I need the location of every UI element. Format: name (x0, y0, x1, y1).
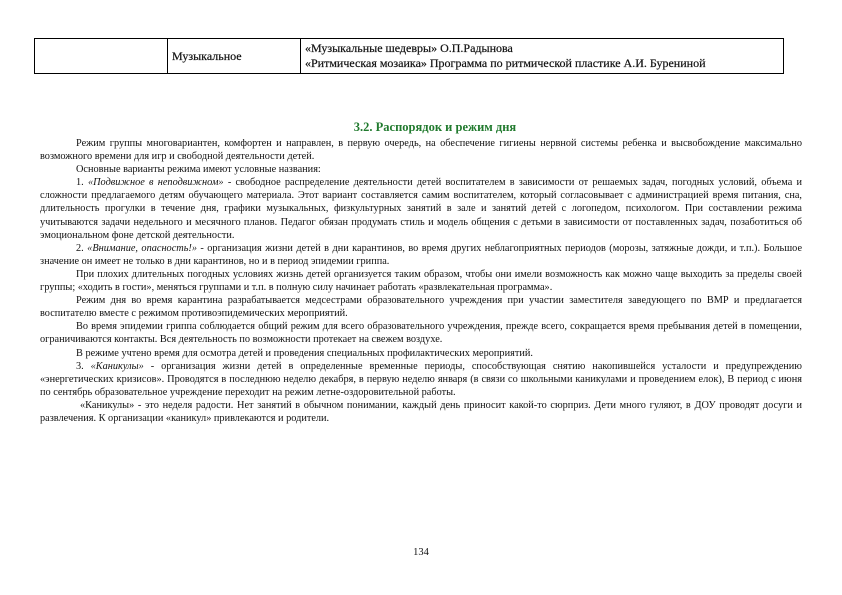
paragraph: Режим группы многовариантен, комфортен и направлен, в первую очередь, на обеспечение гигиены нервной системы ребенка и высвобождение максимально возможного времени для игр и свободной деятельности детей. (40, 138, 802, 163)
program-item: «Музыкальные шедевры» О.П.Радынова (305, 41, 513, 55)
list-number: 3. (76, 360, 91, 372)
section-title (0, 120, 842, 135)
section-title-text: 3.2. Распорядок и режим дня (353, 120, 517, 134)
table-cell-area (168, 39, 301, 74)
body-text (40, 137, 802, 425)
list-number: 2. (76, 242, 88, 254)
paragraph: При плохих длительных погодных условиях жизнь детей организуется таким образом, чтобы они имели возможность как можно чаще выходить за пределы своей группы; «ходить в гости», меняться группами и т.п. в полную силу начинает работать «развлекательная программа». (40, 268, 802, 294)
paragraph: «Каникулы» - это неделя радости. Нет занятий в обычном понимании, каждый день приносит какой-то сюрприз. Дети много гуляют, в ДОУ проводят досуги и развлечения. К организации «каникул» привлекаются и родители. (40, 399, 802, 424)
table-cell-programs (301, 39, 784, 74)
list-term: «Подвижное в неподвижном» (87, 177, 224, 189)
paragraph: В режиме учтено время для осмотра детей и проведения специальных профилактических мероприятий. (76, 347, 533, 359)
paragraph (40, 176, 802, 241)
table-cell-empty (35, 39, 168, 74)
list-text: - свободное распределение деятельности детей воспитателем в зависимости от решаемых задач, погодных условий, объема и сложности предлагаемого детям обучающего материала. Этот вариант составляется самим воспитателем, который согласовывает с администрацией время питания, сна, длительность прогулки в течение дня, графики музыкальных, физкультурных занятий в зале и занятий детей с логопедом, психологом. При составлении режима учитываются задачи недельного и месячного планов. Педагог обязан продумать стиль и модель общения с детьми в зависимости от поставленных задач, позаботиться об эмоциональном фоне детской деятельности. (40, 177, 803, 241)
program-table (34, 38, 784, 74)
paragraph (40, 360, 802, 399)
list-text: - организация жизни детей в дни карантинов, во время других неблагоприятных периодов (морозы, затяжные дожди, и т.п.). Большое значение он имеет не только в дни карантинов, но и в период эпидемии гриппа. (40, 242, 803, 267)
list-number: 1. (76, 177, 88, 189)
paragraph: Во время эпидемии гриппа соблюдается общий режим для всего образовательного учреждения, прежде всего, сокращается время пребывания детей в помещении, ограничиваются контакты. Вся деятельность по возможности протекает на свежем воздухе. (40, 321, 802, 346)
paragraph: Основные варианты режима имеют условные названия: (76, 164, 321, 176)
area-label: Музыкальное (172, 48, 242, 63)
list-term: «Внимание, опасность!» (87, 242, 197, 254)
program-item: «Ритмическая мозаика» Программа по ритмической пластике А.И. Бурениной (305, 56, 706, 70)
list-text: - организация жизни детей в определенные временные периоды, способствующая снятию накопившейся усталости и предупреждению «энергетических кризисов». Проводятся в последнюю неделю декабря, в первую неделю января (в связи со школьными каникулами и проведением елок), В период с июня по сентябрь образовательное учреждение переходит на режим летне-оздоровительной работы. (40, 360, 802, 398)
table-row (35, 39, 784, 74)
page-number: 134 (413, 547, 429, 558)
paragraph (40, 242, 802, 268)
list-term: «Каникулы» (90, 360, 144, 372)
paragraph: Режим дня во время карантина разрабатывается медсестрами образовательного учреждения при участии заместителя заведующего по ВМР и предлагается воспитателю вместе с режимом противоэпидемических мероприятий. (40, 295, 802, 320)
